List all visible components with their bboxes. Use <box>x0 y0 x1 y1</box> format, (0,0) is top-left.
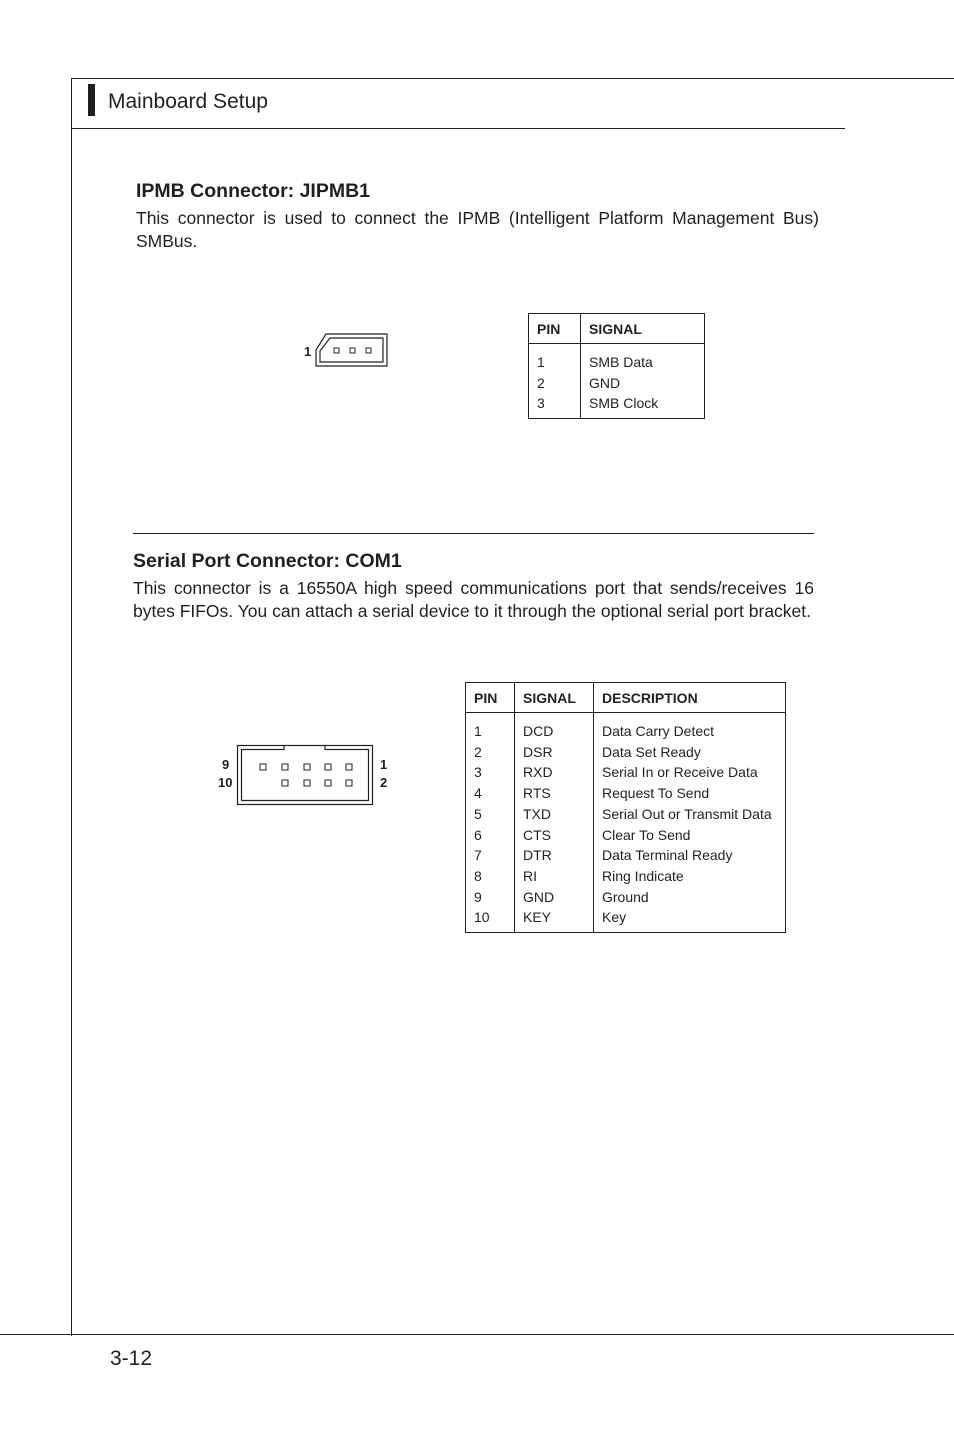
com-header-description: DESCRIPTION <box>594 683 786 713</box>
table-row <box>466 887 786 908</box>
pin-description: Serial In or Receive Data <box>594 762 786 783</box>
pin-signal: RTS <box>515 783 594 804</box>
header-underline <box>71 128 845 129</box>
ipmb-header-signal: SIGNAL <box>581 314 705 344</box>
com-pin-table <box>465 682 786 933</box>
ipmb-header-pin: PIN <box>529 314 581 344</box>
pin-number: 6 <box>466 825 515 846</box>
pin-signal: KEY <box>515 907 594 932</box>
header-marker-bar <box>88 84 95 116</box>
pin-signal: TXD <box>515 804 594 825</box>
pin-number: 10 <box>466 907 515 932</box>
pin-signal: SMB Data <box>581 344 705 373</box>
com-description: This connector is a 16550A high speed communications port that sends/receives 16 bytes FIFOs. You can attach a serial device to it through the optional serial port bracket. <box>133 578 814 621</box>
pin-number: 5 <box>466 804 515 825</box>
pin-description: Ring Indicate <box>594 866 786 887</box>
com-diagram-label-1: 1 <box>380 757 388 772</box>
page-top-rule <box>71 78 954 79</box>
pin-number: 9 <box>466 887 515 908</box>
pin-number: 2 <box>466 742 515 763</box>
pin-description: Request To Send <box>594 783 786 804</box>
page-bottom-rule <box>0 1334 954 1335</box>
pin-signal: DTR <box>515 845 594 866</box>
com-connector-diagram <box>236 744 376 808</box>
com-diagram-label-9: 9 <box>222 757 230 772</box>
pin-description: Clear To Send <box>594 825 786 846</box>
page-header-title: Mainboard Setup <box>108 90 268 113</box>
table-row <box>466 804 786 825</box>
pin-description: Data Terminal Ready <box>594 845 786 866</box>
pin-signal: RI <box>515 866 594 887</box>
table-row <box>466 762 786 783</box>
table-row <box>529 393 705 418</box>
pin-number: 3 <box>529 393 581 418</box>
table-row <box>466 866 786 887</box>
com-header-pin: PIN <box>466 683 515 713</box>
pin-signal: CTS <box>515 825 594 846</box>
table-row <box>529 344 705 373</box>
pin-number: 4 <box>466 783 515 804</box>
table-row <box>466 783 786 804</box>
ipmb-diagram-pin1-label: 1 <box>304 344 312 359</box>
ipmb-pin-table <box>528 313 705 419</box>
pin-signal: GND <box>515 887 594 908</box>
pin-signal: SMB Clock <box>581 393 705 418</box>
pin-description: Key <box>594 907 786 932</box>
table-row <box>529 373 705 394</box>
pin-description: Data Set Ready <box>594 742 786 763</box>
pin-description: Data Carry Detect <box>594 713 786 742</box>
pin-signal: RXD <box>515 762 594 783</box>
table-row <box>466 845 786 866</box>
com-section-title: Serial Port Connector: COM1 <box>133 550 402 572</box>
table-row <box>466 825 786 846</box>
table-row <box>466 713 786 742</box>
pin-number: 7 <box>466 845 515 866</box>
pin-description: Serial Out or Transmit Data <box>594 804 786 825</box>
page-left-rule <box>71 78 72 1336</box>
pin-signal: DSR <box>515 742 594 763</box>
pin-number: 1 <box>466 713 515 742</box>
pin-number: 8 <box>466 866 515 887</box>
ipmb-description: This connector is used to connect the IPMB (Intelligent Platform Management Bus) SMBus. <box>136 208 819 251</box>
pin-description: Ground <box>594 887 786 908</box>
pin-number: 2 <box>529 373 581 394</box>
pin-signal: GND <box>581 373 705 394</box>
table-row <box>466 907 786 932</box>
ipmb-connector-diagram <box>312 332 392 370</box>
page-number: 3-12 <box>110 1347 153 1370</box>
pin-number: 3 <box>466 762 515 783</box>
pin-number: 1 <box>529 344 581 373</box>
com-header-signal: SIGNAL <box>515 683 594 713</box>
com-diagram-label-10: 10 <box>218 775 233 790</box>
section-divider <box>133 533 814 534</box>
pin-signal: DCD <box>515 713 594 742</box>
ipmb-section-title: IPMB Connector: JIPMB1 <box>136 180 371 202</box>
com-diagram-label-2: 2 <box>380 775 388 790</box>
table-row <box>466 742 786 763</box>
